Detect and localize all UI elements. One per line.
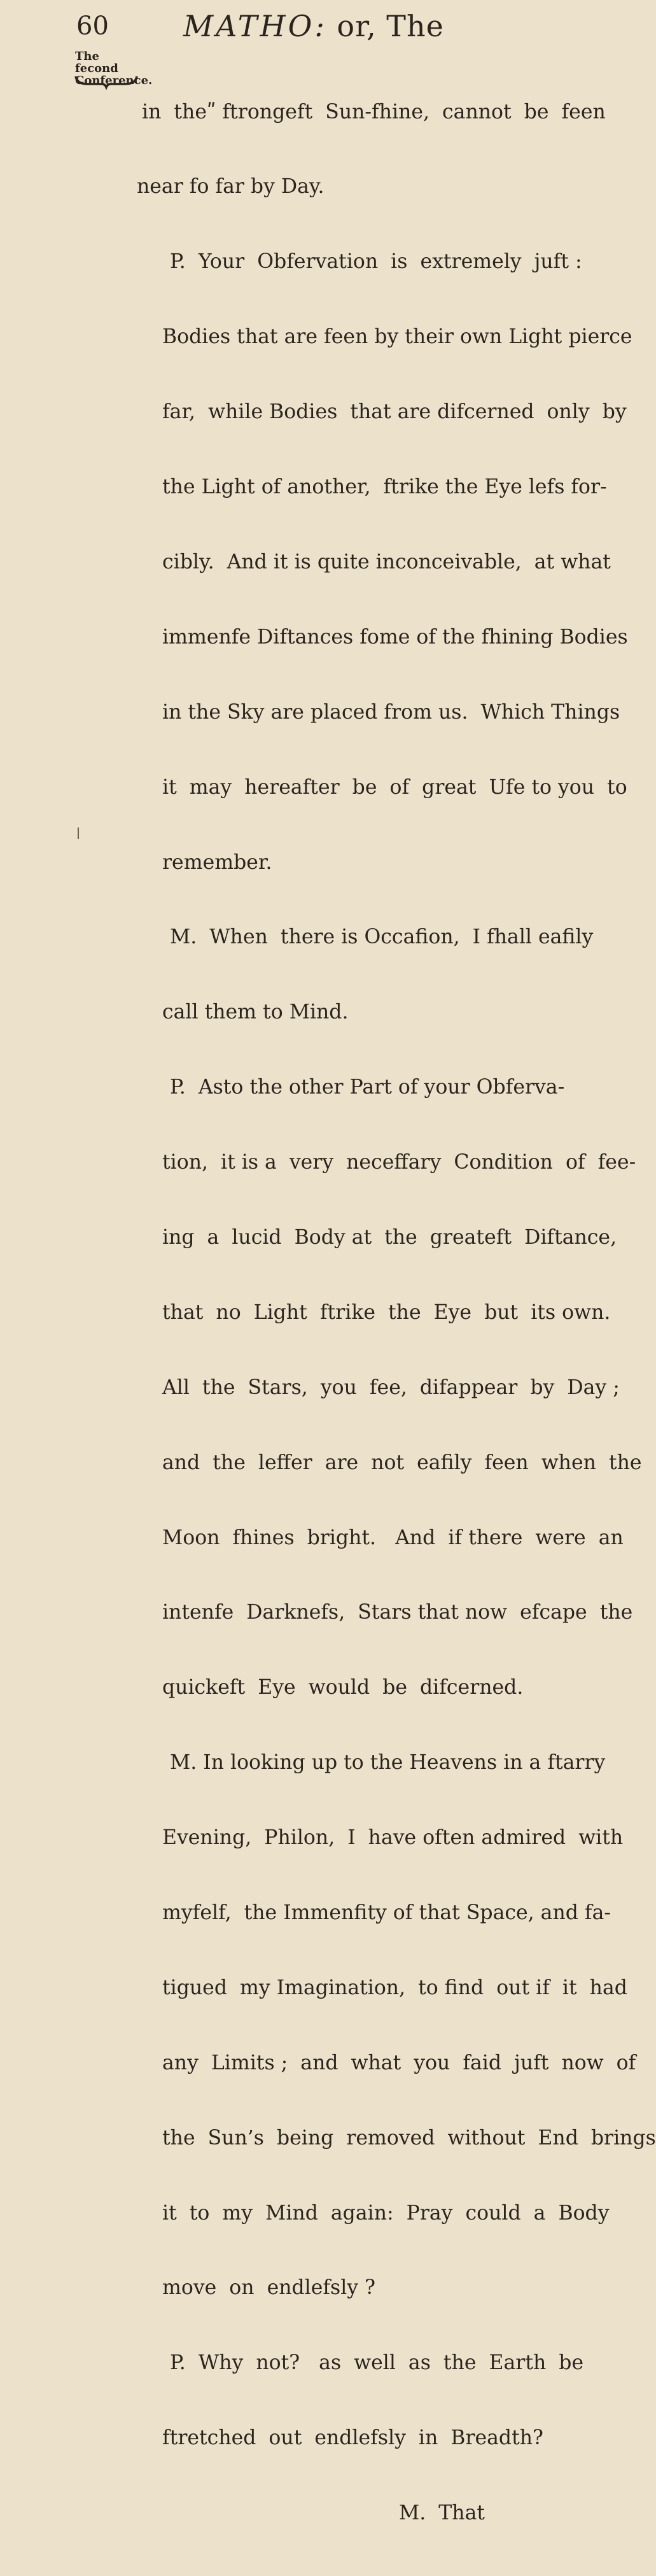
text-line: M. When there is Occafion, I fhall eafily [170, 926, 594, 949]
text-line: the Light of another, ftrike the Eye lefs for- [162, 475, 607, 499]
text-line: call them to Mind. [162, 1001, 349, 1024]
text-line: myfelf, the Immenfity of that Space, and fa- [162, 1901, 611, 1924]
text-line: Bodies that are feen by their own Light pierce [162, 325, 632, 349]
text-line: move on endlefsly ? [162, 2276, 375, 2300]
text-line: P. Your Obfervation is extremely juft : [170, 250, 582, 274]
margin-note-line-2: Conference. [75, 74, 153, 87]
running-title-rest: or, The [326, 9, 444, 43]
text-line: All the Stars, you fee, difappear by Day ; [162, 1376, 620, 1399]
text-line: it may hereafter be of great Ufe to you to [162, 775, 627, 799]
text-line: ing a lucid Body at the greateft Diftance, [162, 1225, 617, 1249]
text-line: the Sun’s being removed without End brings [162, 2126, 656, 2150]
text-line: quickeft Eye would be difcerned. [162, 1676, 524, 1700]
text-line: tigued my Imagination, to find out if it had [162, 1976, 627, 1999]
catchword: M. That [399, 2502, 485, 2525]
text-line: near fo far by Day. [137, 175, 325, 199]
text-line: P. Why not? as well as the Earth be [170, 2351, 584, 2375]
text-line: Evening, Philon, I have often admired with [162, 1826, 624, 1850]
text-line: immenfe Diftances fome of the fhining Bodies [162, 625, 628, 649]
text-line: ftretched out endlefsly in Breadth? [162, 2426, 543, 2450]
text-line: that no Light ftrike the Eye but its own. [162, 1300, 611, 1324]
margin-note-line-1: The fecond [75, 50, 118, 75]
text-line: far, while Bodies that are difcerned only by [162, 400, 627, 424]
text-line: cibly. And it is quite inconceivable, at what [162, 550, 611, 574]
text-line: tion, it is a very neceffary Condition of fee- [162, 1151, 636, 1174]
text-line: in the Sky are placed from us. Which Things [162, 700, 620, 724]
page-header [0, 9, 509, 47]
margin-brace [75, 74, 153, 88]
text-line: remember. [162, 850, 272, 874]
text-line: M. In looking up to the Heavens in a ftarry [170, 1751, 606, 1775]
page-number: 60 [76, 11, 109, 41]
text-line: P. Asto the other Part of your Obferva- [170, 1076, 565, 1099]
running-title [183, 9, 444, 43]
margin-mark [78, 827, 79, 839]
text-line: it to my Mind again: Pray could a Body [162, 2201, 610, 2225]
text-line: and the leffer are not eafily feen when the [162, 1451, 642, 1474]
text-line: Moon fhines bright. And if there were an [162, 1526, 624, 1549]
text-line: in theʺ ftrongeft Sun-fhine, cannot be feen [142, 100, 606, 123]
text-line: intenfe Darknefs, Stars that now efcape the [162, 1601, 633, 1624]
running-title-italic: MATHO: [183, 9, 327, 43]
text-line: any Limits ; and what you faid juft now of [162, 2051, 636, 2074]
body-text [137, 50, 656, 2576]
